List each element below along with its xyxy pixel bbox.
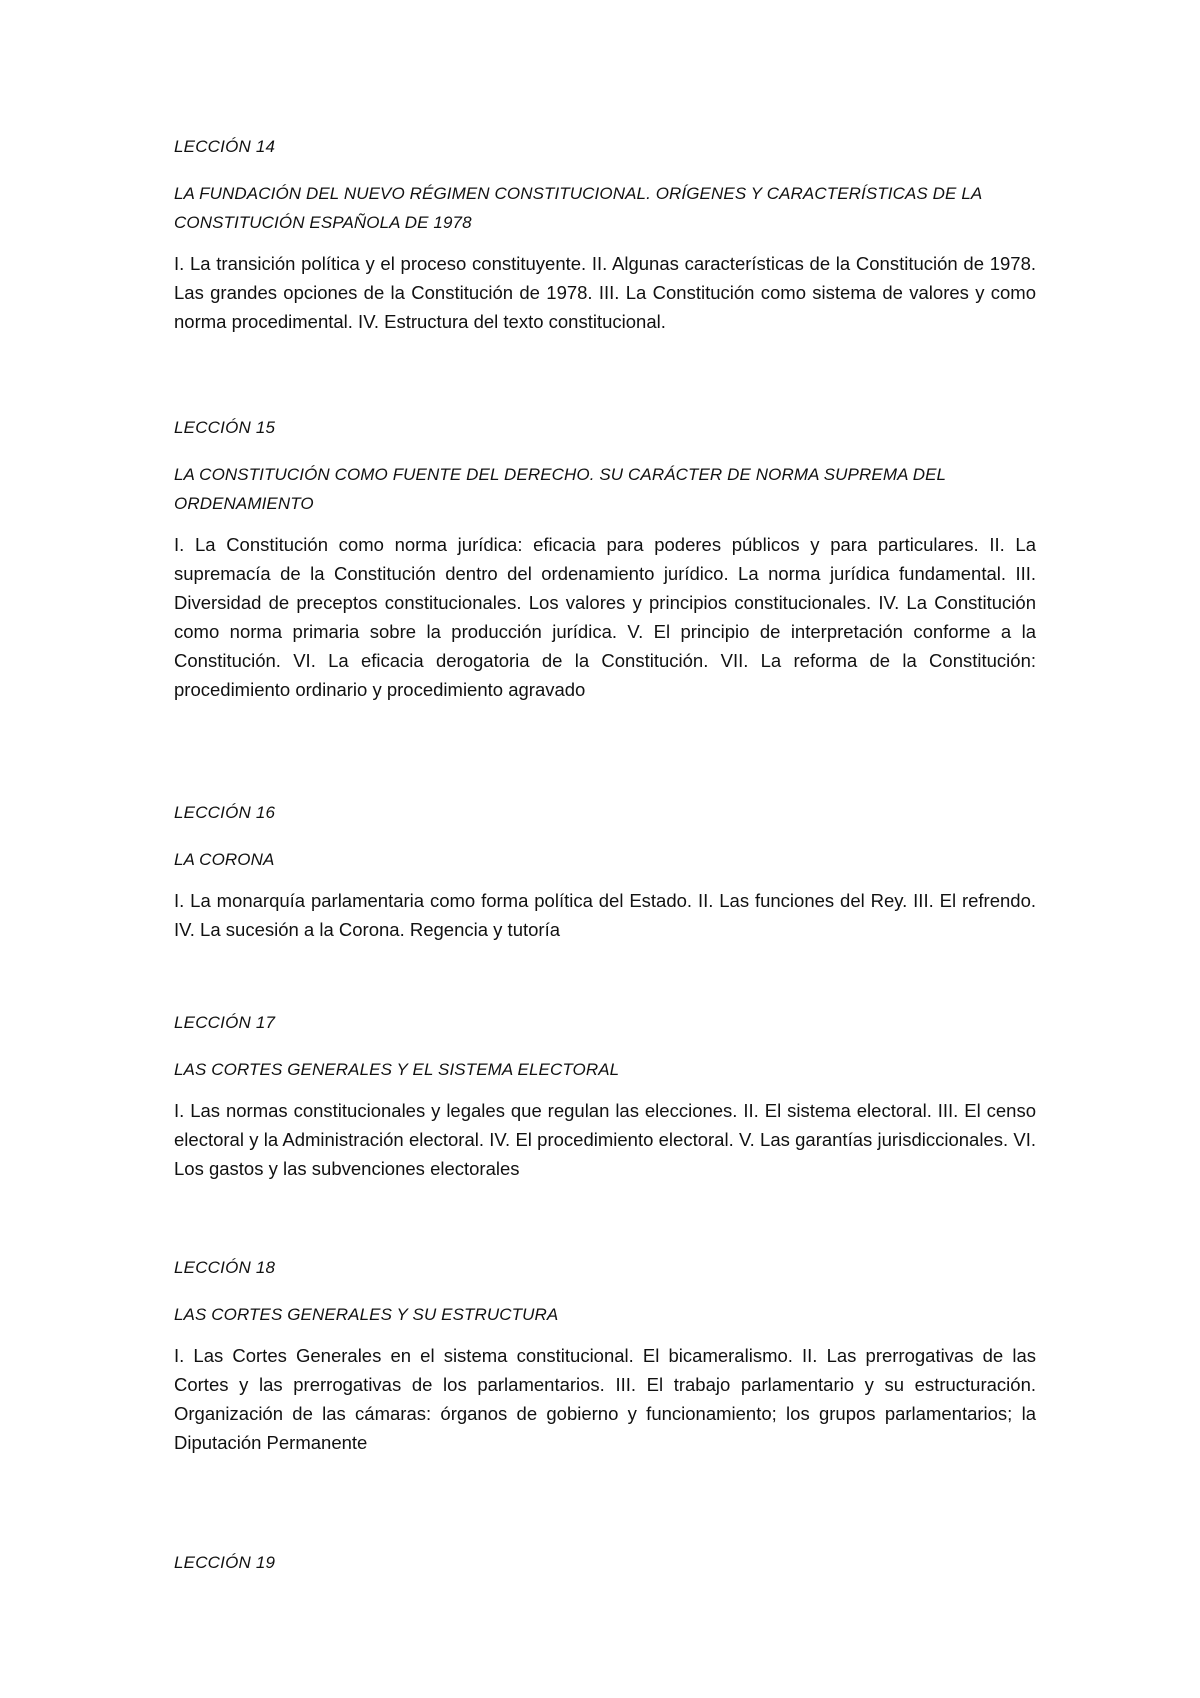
lesson-body: I. La Constitución como norma jurídica: eficacia para poderes públicos y para particulares. II. La supremacía de la Constitución dentro del ordenamiento jurídico. La norma jurídica fundamental. III. Diversidad de preceptos constitucionales. Los valores y principios constitucionales. IV. La Constitución como norma primaria sobre la producción jurídica. V. El principio de interpretación conforme a la Constitución. VI. La eficacia derogatoria de la Constitución. VII. La reforma de la Constitución: procedimiento ordinario y procedimiento agravado (174, 534, 1036, 700)
lesson-body: I. La transición política y el proceso constituyente. II. Algunas características de la Constitución de 1978. Las grandes opciones de la Constitución de 1978. III. La Constitución como sistema de valores y como norma procedimental. IV. Estructura del texto constitucional. (174, 253, 1036, 332)
lesson-title: LAS CORTES GENERALES Y SU ESTRUCTURA (174, 1305, 559, 1324)
lesson-number: LECCIÓN 19 (174, 1553, 276, 1572)
lesson-15 (174, 413, 1036, 704)
lesson-title: LAS CORTES GENERALES Y EL SISTEMA ELECTORAL (174, 1060, 620, 1079)
lesson-19 (174, 1548, 1036, 1577)
lesson-body: I. La monarquía parlamentaria como forma política del Estado. II. Las funciones del Rey. III. El refrendo. IV. La sucesión a la Corona. Regencia y tutoría (174, 890, 1036, 940)
lesson-number: LECCIÓN 18 (174, 1258, 276, 1277)
lesson-body: I. Las normas constitucionales y legales que regulan las elecciones. II. El sistema electoral. III. El censo electoral y la Administración electoral. IV. El procedimiento electoral. V. Las garantías jurisdiccionales. VI. Los gastos y las subvenciones electorales (174, 1100, 1036, 1179)
lesson-title: LA CONSTITUCIÓN COMO FUENTE DEL DERECHO. SU CARÁCTER DE NORMA SUPREMA DEL ORDENAMIENTO (174, 465, 946, 513)
lesson-17 (174, 1008, 1036, 1183)
lesson-number: LECCIÓN 16 (174, 803, 276, 822)
lesson-14 (174, 132, 1036, 336)
lesson-title: LA FUNDACIÓN DEL NUEVO RÉGIMEN CONSTITUCIONAL. ORÍGENES Y CARACTERÍSTICAS DE LA CONSTITUCIÓN ESPAÑOLA DE 1978 (174, 184, 982, 232)
lesson-number: LECCIÓN 17 (174, 1013, 276, 1032)
lesson-16 (174, 798, 1036, 944)
lesson-title: LA CORONA (174, 850, 275, 869)
lesson-number: LECCIÓN 15 (174, 418, 276, 437)
lesson-number: LECCIÓN 14 (174, 137, 276, 156)
lesson-body: I. Las Cortes Generales en el sistema constitucional. El bicameralismo. II. Las prerrogativas de las Cortes y las prerrogativas de los parlamentarios. III. El trabajo parlamentario y su estructuración. Organización de las cámaras: órganos de gobierno y funcionamiento; los grupos parlamentarios; la Diputación Permanente (174, 1345, 1036, 1453)
lesson-18 (174, 1253, 1036, 1457)
